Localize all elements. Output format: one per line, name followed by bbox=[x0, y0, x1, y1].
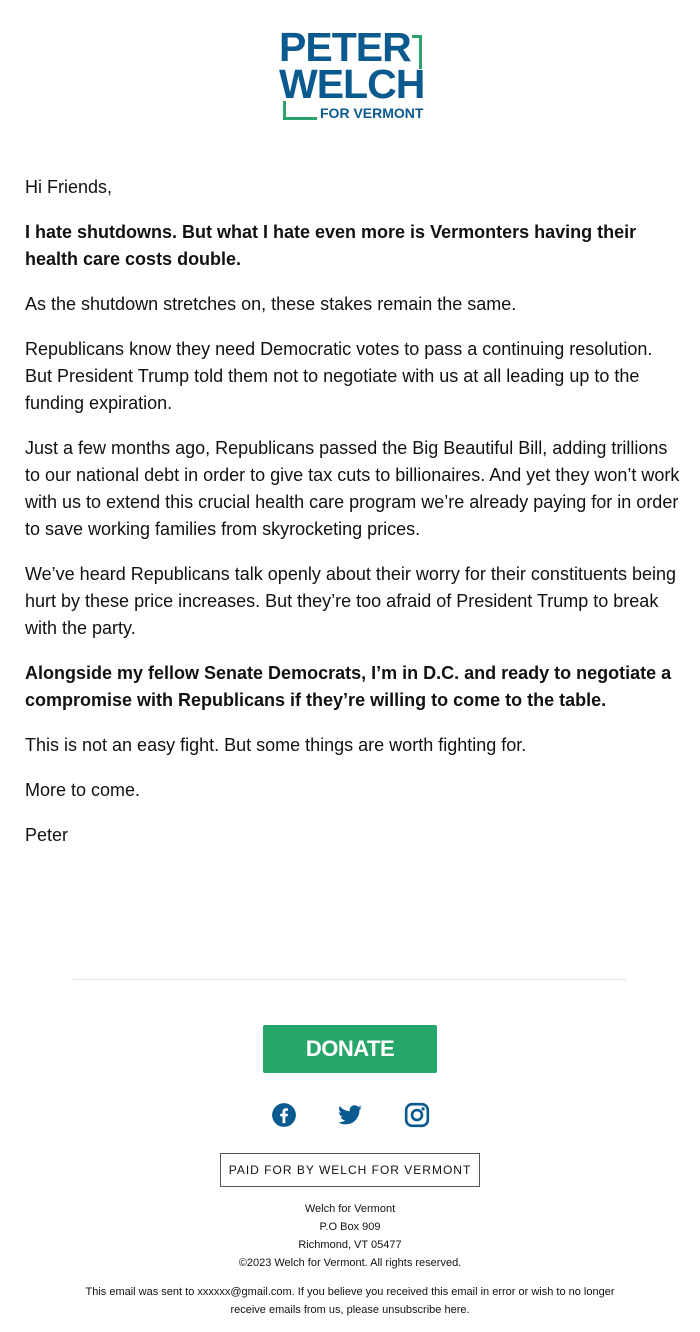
paragraph-1: I hate shutdowns. But what I hate even more is Vermonters having their health care costs double. bbox=[25, 222, 637, 269]
campaign-logo bbox=[279, 24, 425, 123]
paragraph-2: As the shutdown stretches on, these stakes remain the same. bbox=[25, 294, 517, 314]
greeting: Hi Friends, bbox=[25, 177, 113, 197]
instagram-icon[interactable] bbox=[404, 1102, 430, 1128]
address-line-3: Richmond, VT 05477 bbox=[298, 1239, 402, 1251]
address-line-1: Welch for Vermont bbox=[304, 1203, 396, 1215]
facebook-icon[interactable] bbox=[271, 1102, 297, 1128]
paragraph-5: We’ve heard Republicans talk openly about their worry for their constituents being hurt by these price increases. But they’re too afraid of President Trump to break with the party. bbox=[25, 564, 677, 638]
logo-line-2: WELCH bbox=[279, 61, 425, 107]
footer-divider bbox=[73, 979, 626, 980]
mailing-address bbox=[150, 1200, 550, 1272]
twitter-icon[interactable] bbox=[337, 1102, 363, 1128]
paragraph-7: This is not an easy fight. But some things are worth fighting for. bbox=[25, 735, 527, 755]
unsubscribe-notice: This email was sent to xxxxxx@gmail.com. If you believe you received this email in error or wish to no longer receive emails from us, please unsubscribe here. bbox=[85, 1286, 615, 1316]
address-line-2: P.O Box 909 bbox=[319, 1221, 381, 1233]
paragraph-3: Republicans know they need Democratic votes to pass a continuing resolution. But President Trump told them not to negotiate with us at all leading up to the funding expiration. bbox=[25, 339, 653, 413]
logo-line-3: FOR VERMONT bbox=[320, 105, 424, 121]
signoff: Peter bbox=[25, 825, 69, 845]
paragraph-6: Alongside my fellow Senate Democrats, I’m in D.C. and ready to negotiate a compromise with Republicans if they’re willing to come to the table. bbox=[25, 663, 672, 710]
email-body bbox=[25, 174, 680, 867]
copyright-notice: ©2023 Welch for Vermont. All rights reserved. bbox=[238, 1257, 462, 1269]
paragraph-8: More to come. bbox=[25, 780, 141, 800]
donate-button[interactable]: DONATE bbox=[263, 1025, 437, 1073]
logo-line-1: PETER bbox=[279, 24, 411, 70]
paragraph-4: Just a few months ago, Republicans passed the Big Beautiful Bill, adding trillions to our national debt in order to give tax cuts to billionaires. And yet they won’t work with us to extend this crucial health care program we’re already paying for in order to save working families from skyrocketing prices. bbox=[25, 438, 680, 539]
paid-for-disclaimer: PAID FOR BY WELCH FOR VERMONT bbox=[220, 1153, 480, 1187]
